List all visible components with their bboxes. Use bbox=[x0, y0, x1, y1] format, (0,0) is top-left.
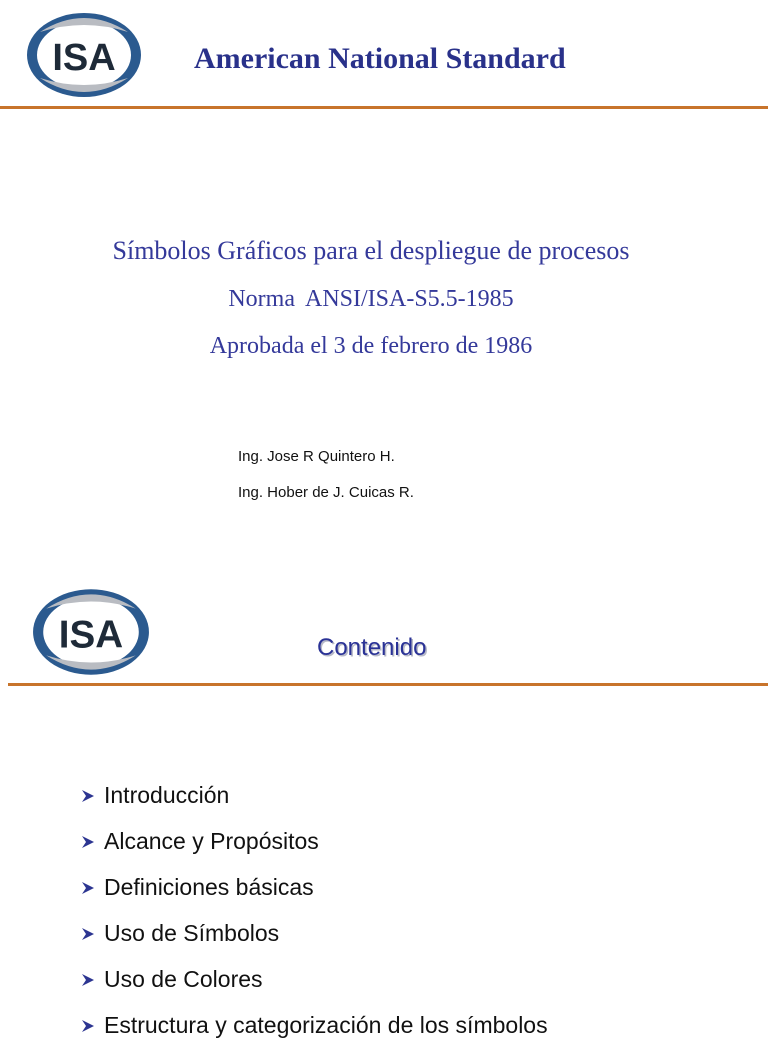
list-item-label: Uso de Símbolos bbox=[104, 920, 280, 946]
list-item bbox=[80, 920, 548, 966]
list-item-label: Introducción bbox=[104, 782, 230, 808]
list-item-label: Definiciones básicas bbox=[104, 874, 314, 900]
header-rule bbox=[8, 683, 768, 686]
isa-logo bbox=[30, 586, 152, 678]
arrowhead-bullet-icon bbox=[80, 874, 104, 902]
contents-list bbox=[80, 782, 548, 1058]
document-title: Símbolos Gráficos para el despliegue de procesos bbox=[112, 236, 630, 265]
list-item-label: Uso de Colores bbox=[104, 966, 263, 992]
norma-code: ANSI/ISA-S5.5-1985 bbox=[304, 286, 514, 312]
list-item bbox=[80, 782, 548, 828]
arrowhead-bullet-icon bbox=[80, 828, 104, 856]
list-item-label: Alcance y Propósitos bbox=[104, 828, 319, 854]
header-title: American National Standard bbox=[194, 42, 566, 75]
header-rule bbox=[0, 106, 768, 109]
list-item bbox=[80, 1012, 548, 1058]
arrowhead-bullet-icon bbox=[80, 920, 104, 948]
norma-line bbox=[0, 286, 742, 313]
arrowhead-bullet-icon bbox=[80, 1012, 104, 1040]
approval-date: Aprobada el 3 de febrero de 1986 bbox=[209, 333, 533, 359]
list-item-label: Estructura y categorización de los símbolos bbox=[104, 1012, 548, 1038]
list-item bbox=[80, 828, 548, 874]
svg-text:ISA: ISA bbox=[58, 613, 124, 657]
contents-slide bbox=[0, 560, 768, 1038]
arrowhead-bullet-icon bbox=[80, 966, 104, 994]
list-item bbox=[80, 874, 548, 920]
author-name: Ing. Jose R Quintero H. bbox=[238, 448, 395, 465]
svg-text:ISA: ISA bbox=[52, 37, 116, 79]
isa-logo bbox=[24, 10, 144, 100]
author-name: Ing. Hober de J. Cuicas R. bbox=[238, 484, 414, 501]
contents-title: Contenido bbox=[317, 634, 427, 661]
arrowhead-bullet-icon bbox=[80, 782, 104, 810]
list-item bbox=[80, 966, 548, 1012]
norma-label: Norma bbox=[228, 286, 295, 312]
